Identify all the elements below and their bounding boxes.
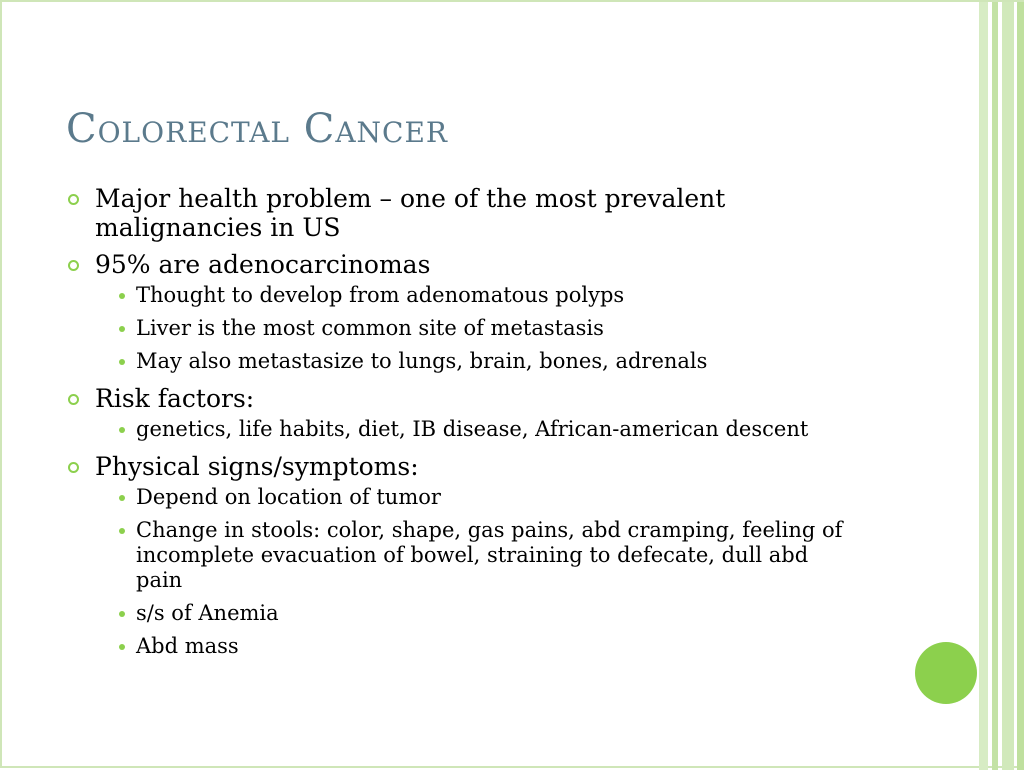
sub-bullet-item — [68, 634, 848, 659]
sub-bullet-item — [68, 283, 848, 308]
bullet-item — [68, 184, 848, 242]
sub-bullet-text: Abd mass — [136, 634, 239, 658]
circle-bullet-icon — [68, 194, 79, 205]
bullet-text: Risk factors: — [95, 384, 255, 413]
dot-bullet-icon — [119, 528, 125, 534]
sub-bullet-item — [68, 316, 848, 341]
circle-bullet-icon — [68, 462, 79, 473]
decorative-stripe — [979, 2, 988, 770]
circle-bullet-icon — [68, 260, 79, 271]
sub-bullet-item — [68, 518, 848, 593]
sub-bullet-text: Liver is the most common site of metastasis — [136, 316, 604, 340]
dot-bullet-icon — [119, 326, 125, 332]
sub-bullet-text: Thought to develop from adenomatous polyps — [136, 283, 625, 307]
slide-title: Colorectal Cancer — [66, 106, 448, 152]
bullet-text: Physical signs/symptoms: — [95, 452, 419, 481]
dot-bullet-icon — [119, 359, 125, 365]
dot-bullet-icon — [119, 644, 125, 650]
sub-bullet-text: Depend on location of tumor — [136, 485, 441, 509]
dot-bullet-icon — [119, 427, 125, 433]
sub-bullet-list — [68, 417, 848, 442]
sub-bullet-text: May also metastasize to lungs, brain, bones, adrenals — [136, 349, 708, 373]
bullet-item — [68, 384, 848, 413]
sub-bullet-item — [68, 601, 848, 626]
dot-bullet-icon — [119, 293, 125, 299]
decorative-circle — [915, 642, 977, 704]
dot-bullet-icon — [119, 611, 125, 617]
decorative-stripe — [992, 2, 998, 770]
decorative-stripe — [1017, 2, 1024, 770]
sub-bullet-item — [68, 417, 848, 442]
bullet-text: Major health problem – one of the most prevalent malignancies in US — [95, 184, 726, 242]
circle-bullet-icon — [68, 394, 79, 405]
bullet-text: 95% are adenocarcinomas — [95, 250, 431, 279]
sub-bullet-list — [68, 485, 848, 659]
slide-content — [68, 184, 848, 669]
sub-bullet-item — [68, 485, 848, 510]
dot-bullet-icon — [119, 495, 125, 501]
sub-bullet-list — [68, 283, 848, 374]
decorative-stripe — [1002, 2, 1014, 770]
sub-bullet-text: s/s of Anemia — [136, 601, 279, 625]
bullet-item — [68, 452, 848, 481]
sub-bullet-text: Change in stools: color, shape, gas pains, abd cramping, feeling of incomplete evacuation of bowel, straining to defecate, dull abd pain — [136, 518, 843, 592]
sub-bullet-text: genetics, life habits, diet, IB disease, African-american descent — [136, 417, 809, 441]
bullet-item — [68, 250, 848, 279]
sub-bullet-item — [68, 349, 848, 374]
